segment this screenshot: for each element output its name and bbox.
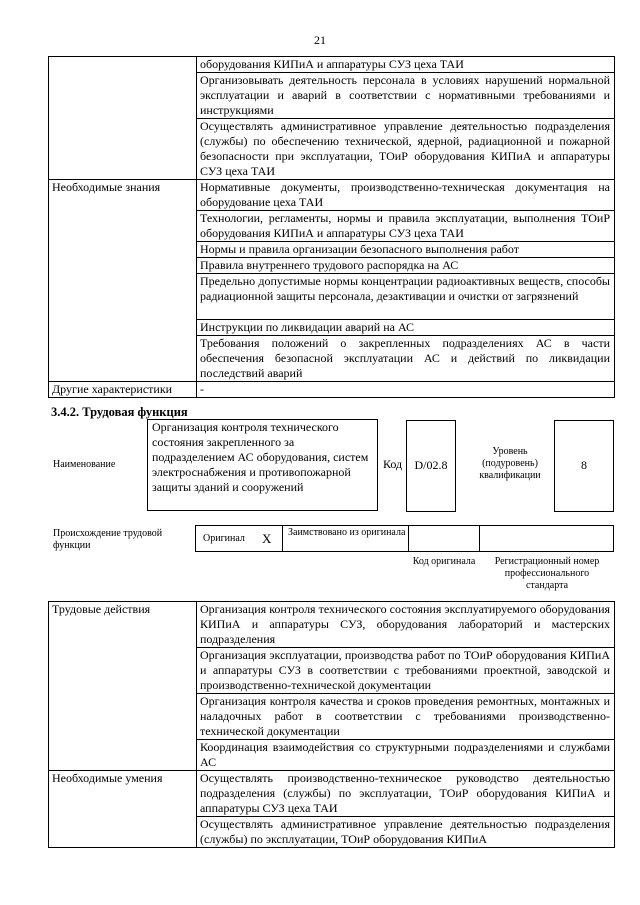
divider: [408, 526, 409, 551]
row-text: Организация контроля технического состояния эксплуатируемого оборудования КИПиА и аппаратуры СУЗ, оборудования лабораторий и мастерских подразделения: [197, 602, 615, 648]
page-number: 21: [314, 33, 326, 47]
origin-label: Происхождение трудовой функции: [53, 528, 163, 551]
row-text: Организация эксплуатации, производства работ по ТОиР оборудования КИПиА и аппаратуры СУЗ в соответствии с требованиями проектной, заводской и производственно-технической документации: [197, 648, 615, 694]
row-label: [49, 57, 197, 180]
function-code-box: D/02.8: [406, 420, 456, 512]
row-text: Нормативные документы, производственно-техническая документация на оборудование цеха ТАИ: [197, 180, 615, 211]
row-text: -: [197, 382, 615, 398]
row-label-skills: Необходимые умения: [49, 771, 197, 848]
original-label: Оригинал: [203, 533, 245, 544]
reg-caption: Регистрационный номер профессионального стандарта: [494, 556, 600, 591]
row-text: Осуществлять административное управление деятельностью подразделения (службы) по эксплуатации, ТОиР оборудования КИПиА: [197, 817, 615, 848]
row-text: Правила внутреннего трудового распорядка на АС: [197, 258, 615, 274]
borrowed-label: Заимствовано из оригинала: [288, 527, 406, 538]
row-label-other: Другие характеристики: [49, 382, 197, 398]
row-text: оборудования КИПиА и аппаратуры СУЗ цеха ТАИ: [197, 57, 615, 73]
name-label: Наименование: [53, 459, 116, 470]
section-heading: 3.4.2. Трудовая функция: [51, 405, 188, 419]
code-label: Код: [383, 457, 403, 471]
table-row: [49, 602, 615, 648]
skills-knowledge-table: [48, 56, 615, 398]
table-row: [49, 180, 615, 211]
origin-row: [195, 525, 614, 552]
function-name-box: Организация контроля технического состояния закрепленного за подразделением АС оборудования, систем электроснабжения и противопожарной защиты зданий и сооружений: [147, 419, 378, 511]
row-text: Технологии, регламенты, нормы и правила эксплуатации, выполнения ТОиР оборудования КИПиА и аппаратуры СУЗ цеха ТАИ: [197, 211, 615, 242]
row-label-knowledge: Необходимые знания: [49, 180, 197, 382]
row-text: Организовывать деятельность персонала в условиях нарушений нормальной эксплуатации и аварий в соответствии с нормативными требованиями и инструкциями: [197, 73, 615, 119]
level-value-box: 8: [554, 420, 614, 512]
row-text: Требования положений о закрепленных подразделениях АС в части обеспечения безопасной эксплуатации АС и действий по ликвидации последствий аварий: [197, 336, 615, 382]
row-text: Организация контроля качества и сроков проведения ремонтных, монтажных и наладочных работ в соответствии с требованиями производственно-технической документации: [197, 694, 615, 740]
divider: [479, 526, 480, 551]
row-label-actions: Трудовые действия: [49, 602, 197, 771]
actions-skills-table: [48, 601, 615, 848]
code-caption: Код оригинала: [412, 556, 476, 567]
level-label: Уровень (подуровень) квалификации: [479, 446, 541, 481]
row-text: Координация взаимодействия со структурными подразделениями и службами АС: [197, 740, 615, 771]
table-row: [49, 57, 615, 73]
row-text: Осуществлять административное управление деятельностью подразделения (службы) по обеспечению технической, ядерной, радиационной и пожарной безопасности при эксплуатации, ТОиР оборудования КИПиА и аппаратуры СУЗ цеха ТАИ: [197, 119, 615, 180]
row-text: Нормы и правила организации безопасного выполнения работ: [197, 242, 615, 258]
table-row: [49, 382, 615, 398]
divider: [282, 526, 283, 551]
original-mark: X: [262, 531, 272, 546]
row-text: Инструкции по ликвидации аварий на АС: [197, 320, 615, 336]
row-text: Осуществлять производственно-техническое руководство деятельностью подразделения (службы) по эксплуатации, ТОиР оборудования КИПиА и аппаратуры СУЗ цеха ТАИ: [197, 771, 615, 817]
table-row: [49, 771, 615, 817]
row-text: Предельно допустимые нормы концентрации радиоактивных веществ, способы радиационной защиты персонала, дезактивации и очистки от загрязнений: [197, 274, 615, 320]
